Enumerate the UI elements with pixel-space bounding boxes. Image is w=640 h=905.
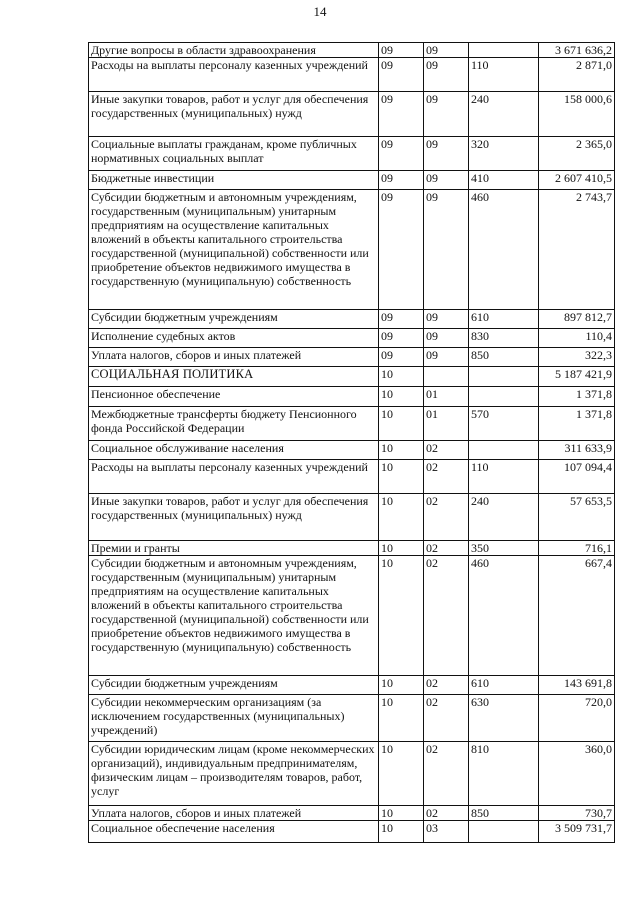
- section-code-cell: 10: [379, 407, 424, 441]
- subsection-code-cell: 02: [424, 441, 469, 460]
- amount-cell: 730,7: [539, 806, 615, 821]
- table-row: [89, 556, 615, 676]
- expense-type-code-cell: 350: [469, 541, 539, 556]
- expense-name-cell: Уплата налогов, сборов и иных платежей: [89, 348, 379, 367]
- expense-name-cell: Межбюджетные трансферты бюджету Пенсионного фонда Российской Федерации: [89, 407, 379, 441]
- section-code-cell: 10: [379, 556, 424, 676]
- expense-name-cell: Субсидии юридическим лицам (кроме некоммерческих организаций), индивидуальным предпринимателям, физическим лицам – производителям товаров, работ, услуг: [89, 742, 379, 806]
- expense-type-code-cell: [469, 821, 539, 843]
- table-row: [89, 407, 615, 441]
- table-row: [89, 190, 615, 310]
- table-row: [89, 310, 615, 329]
- amount-cell: 311 633,9: [539, 441, 615, 460]
- amount-cell: 1 371,8: [539, 407, 615, 441]
- expense-type-code-cell: 850: [469, 348, 539, 367]
- expense-type-code-cell: 610: [469, 676, 539, 695]
- section-code-cell: 10: [379, 821, 424, 843]
- subsection-code-cell: 02: [424, 541, 469, 556]
- budget-table: [88, 42, 615, 843]
- amount-cell: 322,3: [539, 348, 615, 367]
- amount-cell: 107 094,4: [539, 460, 615, 494]
- amount-cell: 57 653,5: [539, 494, 615, 541]
- subsection-code-cell: 09: [424, 329, 469, 348]
- subsection-code-cell: 09: [424, 58, 469, 92]
- expense-type-code-cell: 460: [469, 190, 539, 310]
- expense-name-cell: Уплата налогов, сборов и иных платежей: [89, 806, 379, 821]
- table-row: [89, 676, 615, 695]
- expense-type-code-cell: 610: [469, 310, 539, 329]
- table-row: [89, 43, 615, 58]
- section-code-cell: 09: [379, 43, 424, 58]
- amount-cell: 158 000,6: [539, 92, 615, 137]
- section-code-cell: 10: [379, 494, 424, 541]
- section-code-cell: 10: [379, 541, 424, 556]
- amount-cell: 3 671 636,2: [539, 43, 615, 58]
- subsection-code-cell: 02: [424, 742, 469, 806]
- amount-cell: 360,0: [539, 742, 615, 806]
- expense-type-code-cell: [469, 387, 539, 407]
- table-row: [89, 348, 615, 367]
- subsection-code-cell: 09: [424, 171, 469, 190]
- table-row: [89, 329, 615, 348]
- subsection-code-cell: [424, 367, 469, 387]
- expense-name-cell: Расходы на выплаты персоналу казенных учреждений: [89, 58, 379, 92]
- amount-cell: 716,1: [539, 541, 615, 556]
- expense-name-cell: Расходы на выплаты персоналу казенных учреждений: [89, 460, 379, 494]
- subsection-code-cell: 09: [424, 348, 469, 367]
- expense-type-code-cell: [469, 367, 539, 387]
- table-row: [89, 92, 615, 137]
- expense-name-cell: Субсидии бюджетным и автономным учреждениям, государственным (муниципальным) унитарным предприятиям на осуществление капитальных вложений в объекты капитального строительства государственной (муниципальной) собственности или приобретение объектов недвижимого имущества в государственную (муниципальную) собственность: [89, 190, 379, 310]
- expense-name-cell: Бюджетные инвестиции: [89, 171, 379, 190]
- amount-cell: 667,4: [539, 556, 615, 676]
- section-code-cell: 10: [379, 806, 424, 821]
- subsection-code-cell: 02: [424, 494, 469, 541]
- expense-type-code-cell: 240: [469, 92, 539, 137]
- section-code-cell: 10: [379, 695, 424, 742]
- amount-cell: 110,4: [539, 329, 615, 348]
- section-code-cell: 10: [379, 441, 424, 460]
- amount-cell: 897 812,7: [539, 310, 615, 329]
- expense-name-cell: Субсидии бюджетным и автономным учреждениям, государственным (муниципальным) унитарным предприятиям на осуществление капитальных вложений в объекты капитального строительства государственной (муниципальной) собственности или приобретение объектов недвижимого имущества в государственную (муниципальную) собственность: [89, 556, 379, 676]
- expense-name-cell: Премии и гранты: [89, 541, 379, 556]
- expense-name-cell: Иные закупки товаров, работ и услуг для обеспечения государственных (муниципальных) нужд: [89, 92, 379, 137]
- section-code-cell: 10: [379, 742, 424, 806]
- table-row: [89, 387, 615, 407]
- table-row: [89, 441, 615, 460]
- expense-type-code-cell: 810: [469, 742, 539, 806]
- expense-type-code-cell: 320: [469, 137, 539, 171]
- subsection-code-cell: 03: [424, 821, 469, 843]
- table-row: [89, 367, 615, 387]
- expense-type-code-cell: 630: [469, 695, 539, 742]
- subsection-code-cell: 09: [424, 92, 469, 137]
- section-code-cell: 09: [379, 329, 424, 348]
- expense-name-cell: Субсидии бюджетным учреждениям: [89, 676, 379, 695]
- expense-name-cell: Социальное обеспечение населения: [89, 821, 379, 843]
- subsection-code-cell: 09: [424, 137, 469, 171]
- expense-name-cell: Другие вопросы в области здравоохранения: [89, 43, 379, 58]
- table-row: [89, 695, 615, 742]
- expense-name-cell: Исполнение судебных актов: [89, 329, 379, 348]
- section-code-cell: 09: [379, 137, 424, 171]
- expense-name-cell: Иные закупки товаров, работ и услуг для обеспечения государственных (муниципальных) нужд: [89, 494, 379, 541]
- subsection-code-cell: 02: [424, 806, 469, 821]
- expense-type-code-cell: 570: [469, 407, 539, 441]
- table-row: [89, 806, 615, 821]
- expense-type-code-cell: 460: [469, 556, 539, 676]
- expense-type-code-cell: 830: [469, 329, 539, 348]
- subsection-code-cell: 02: [424, 676, 469, 695]
- table-row: [89, 494, 615, 541]
- expense-name-cell: Социальные выплаты гражданам, кроме публичных нормативных социальных выплат: [89, 137, 379, 171]
- section-code-cell: 10: [379, 676, 424, 695]
- section-code-cell: 09: [379, 310, 424, 329]
- amount-cell: 2 871,0: [539, 58, 615, 92]
- subsection-code-cell: 09: [424, 190, 469, 310]
- subsection-code-cell: 02: [424, 556, 469, 676]
- section-code-cell: 10: [379, 367, 424, 387]
- expense-name-cell: Пенсионное обеспечение: [89, 387, 379, 407]
- subsection-code-cell: 09: [424, 310, 469, 329]
- expense-type-code-cell: 240: [469, 494, 539, 541]
- page-number: 14: [313, 4, 327, 19]
- section-code-cell: 09: [379, 171, 424, 190]
- subsection-code-cell: 01: [424, 407, 469, 441]
- amount-cell: 3 509 731,7: [539, 821, 615, 843]
- amount-cell: 2 743,7: [539, 190, 615, 310]
- section-code-cell: 10: [379, 460, 424, 494]
- expense-type-code-cell: 110: [469, 460, 539, 494]
- table-row: [89, 821, 615, 843]
- expense-type-code-cell: 850: [469, 806, 539, 821]
- expense-name-cell: СОЦИАЛЬНАЯ ПОЛИТИКА: [89, 367, 379, 387]
- expense-type-code-cell: 410: [469, 171, 539, 190]
- amount-cell: 2 607 410,5: [539, 171, 615, 190]
- table-row: [89, 460, 615, 494]
- section-code-cell: 09: [379, 348, 424, 367]
- amount-cell: 5 187 421,9: [539, 367, 615, 387]
- expense-type-code-cell: [469, 441, 539, 460]
- subsection-code-cell: 02: [424, 460, 469, 494]
- expense-type-code-cell: 110: [469, 58, 539, 92]
- section-code-cell: 09: [379, 190, 424, 310]
- amount-cell: 2 365,0: [539, 137, 615, 171]
- table-row: [89, 541, 615, 556]
- table-row: [89, 137, 615, 171]
- section-code-cell: 09: [379, 92, 424, 137]
- section-code-cell: 10: [379, 387, 424, 407]
- section-code-cell: 09: [379, 58, 424, 92]
- subsection-code-cell: 09: [424, 43, 469, 58]
- table-row: [89, 171, 615, 190]
- expense-name-cell: Субсидии бюджетным учреждениям: [89, 310, 379, 329]
- amount-cell: 720,0: [539, 695, 615, 742]
- expense-name-cell: Социальное обслуживание населения: [89, 441, 379, 460]
- table-row: [89, 58, 615, 92]
- expense-type-code-cell: [469, 43, 539, 58]
- expense-name-cell: Субсидии некоммерческим организациям (за исключением государственных (муниципальных) учреждений): [89, 695, 379, 742]
- table-row: [89, 742, 615, 806]
- subsection-code-cell: 02: [424, 695, 469, 742]
- subsection-code-cell: 01: [424, 387, 469, 407]
- amount-cell: 143 691,8: [539, 676, 615, 695]
- amount-cell: 1 371,8: [539, 387, 615, 407]
